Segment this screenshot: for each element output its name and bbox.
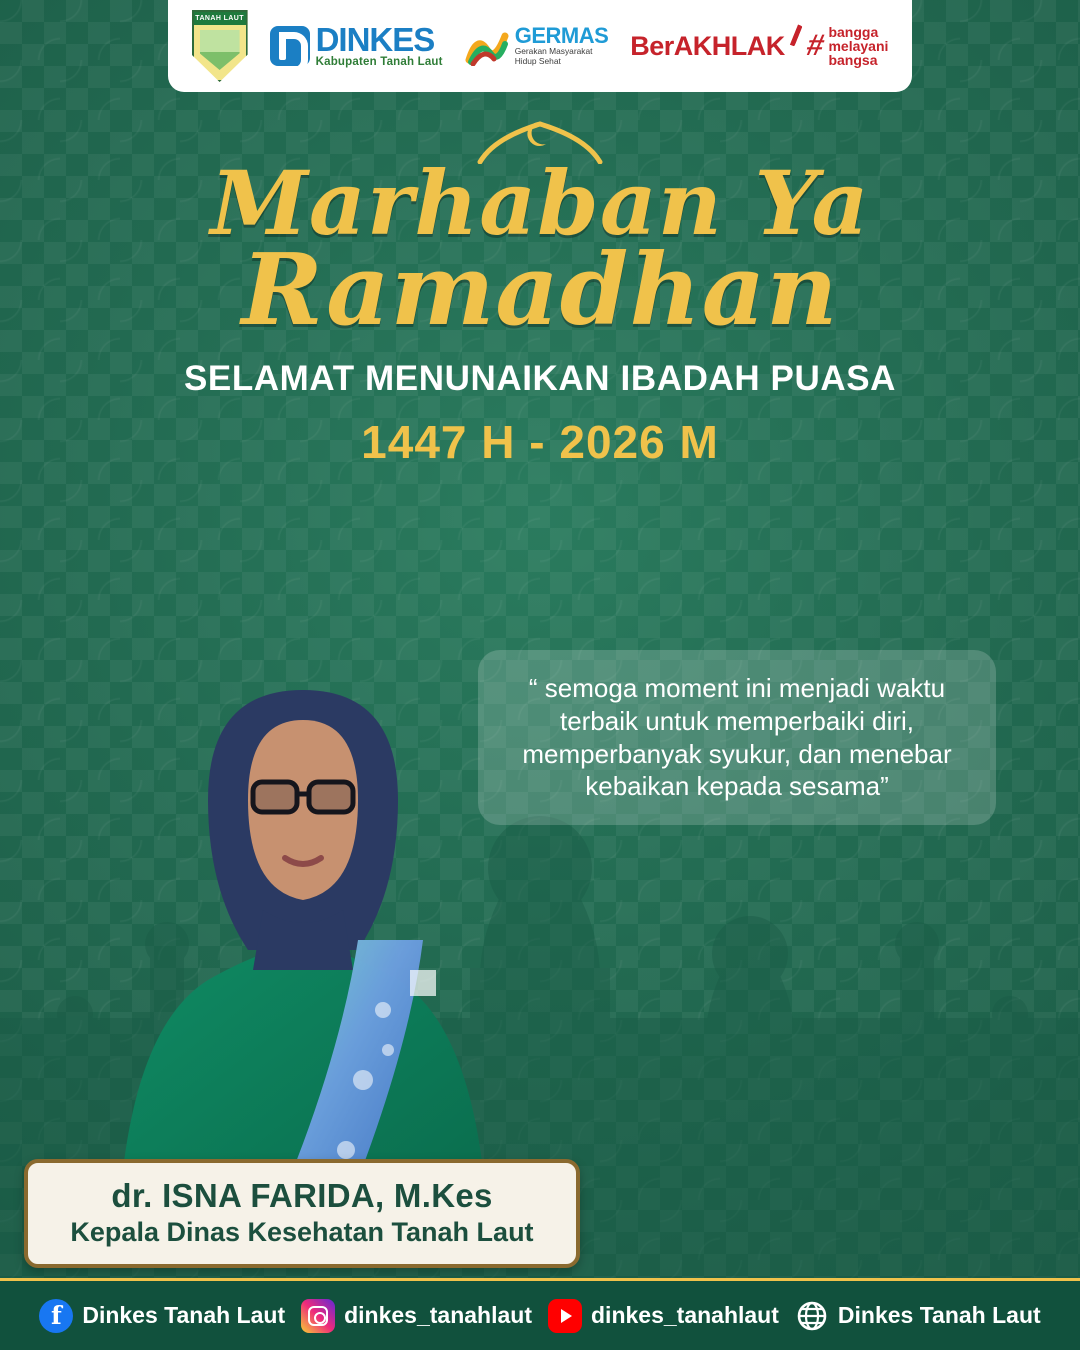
quote-box	[478, 650, 996, 825]
instagram-icon[interactable]	[301, 1299, 335, 1333]
youtube-icon[interactable]	[548, 1299, 582, 1333]
hashtag-icon: #	[803, 29, 828, 62]
social-footer	[0, 1278, 1080, 1350]
facebook-icon[interactable]: f	[39, 1299, 73, 1333]
germas-swoosh-icon	[465, 26, 509, 66]
bangga-line3: bangsa	[828, 52, 878, 68]
headline-line1: Marhaban Ya	[210, 151, 870, 255]
germas-subtitle-line1: Gerakan Masyarakat	[514, 46, 593, 57]
facebook-handle: Dinkes Tanah Laut	[82, 1302, 286, 1328]
headline-line2: Ramadhan	[241, 232, 839, 348]
crest-band-label: TANAH LAUT	[194, 12, 246, 25]
headline-subtitle: SELAMAT MENUNAIKAN IBADAH PUASA	[183, 359, 897, 399]
headline-year: 1447 H - 2026 M	[361, 416, 719, 469]
tanah-laut-crest-icon	[192, 10, 248, 82]
bangga-line1: bangga	[828, 24, 879, 40]
berakhlak-title: BerAKHLAK	[630, 30, 785, 61]
official-title: Kepala Dinas Kesehatan Tanah Laut	[70, 1217, 534, 1247]
nameplate	[24, 1159, 580, 1268]
instagram-handle: dinkes_tanahlaut	[344, 1302, 532, 1328]
germas-title: GERMAS	[514, 23, 609, 49]
berakhlak-logo	[630, 31, 785, 62]
germas-logo	[465, 25, 609, 66]
footer-item-youtube[interactable]	[548, 1299, 779, 1333]
germas-subtitle-line2: Hidup Sehat	[514, 56, 561, 66]
footer-item-instagram[interactable]	[301, 1299, 532, 1333]
dinkes-title: DINKES	[315, 21, 435, 59]
footer-item-website[interactable]	[795, 1299, 1041, 1333]
logo-bar	[168, 0, 912, 92]
footer-item-facebook[interactable]	[39, 1299, 285, 1333]
bangga-line2: melayani	[828, 38, 889, 54]
website-label: Dinkes Tanah Laut	[837, 1302, 1041, 1328]
quote-text: “ semoga moment ini menjadi waktu terbaik untuk memperbaiki diri, memperbanyak syukur, dan menebar kebaikan kepada sesama”	[522, 673, 952, 802]
headline-block	[0, 120, 1080, 469]
berakhlak-check-icon	[782, 21, 802, 46]
dinkes-subtitle: Kabupaten Tanah Laut	[315, 55, 443, 68]
official-name: dr. ISNA FARIDA, M.Kes	[111, 1177, 493, 1214]
youtube-handle: dinkes_tanahlaut	[591, 1302, 779, 1328]
dinkes-logo	[270, 21, 443, 68]
dinkes-d-icon	[270, 26, 310, 66]
globe-icon[interactable]	[795, 1299, 829, 1333]
official-portrait-photo	[58, 610, 528, 1230]
bangga-melayani-bangsa-logo	[803, 24, 889, 68]
